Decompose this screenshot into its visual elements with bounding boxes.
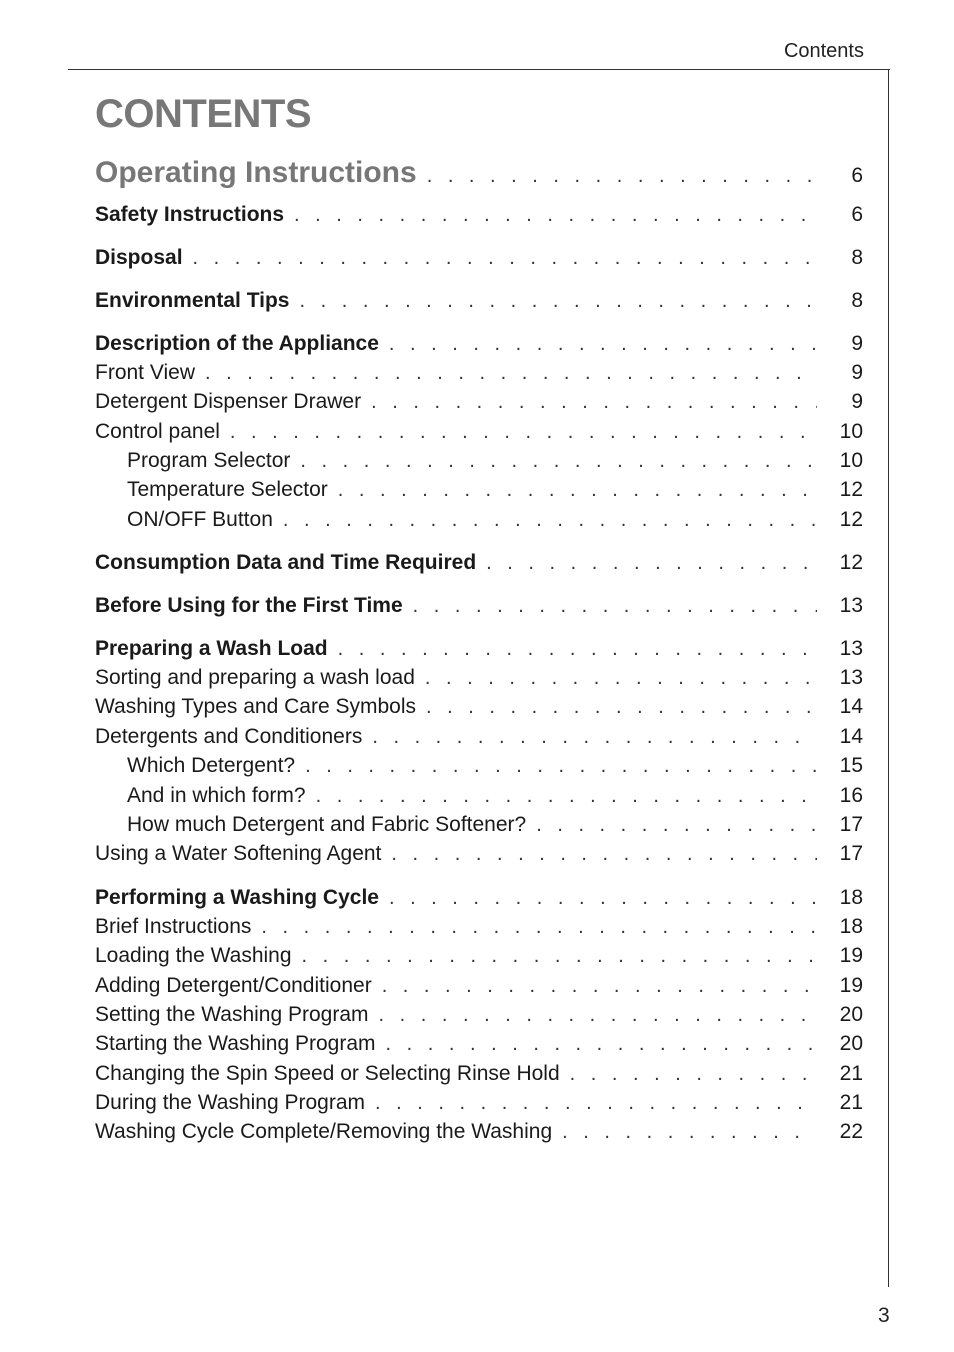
toc-entry-page: 9 [851, 332, 863, 355]
toc-entry-front-view[interactable] [95, 361, 863, 391]
toc-entry-label: Performing a Washing Cycle [95, 886, 379, 909]
toc-entry-changing-spin-speed[interactable] [95, 1062, 863, 1092]
toc-entry-page: 19 [839, 944, 863, 967]
toc-entry-label: Temperature Selector [127, 478, 328, 501]
dot-leader [316, 785, 817, 808]
toc-entry-program-selector[interactable] [127, 449, 863, 479]
toc-entry-page: 12 [839, 551, 863, 574]
toc-entry-label: Environmental Tips [95, 289, 290, 312]
dot-leader [382, 975, 817, 998]
dot-leader [425, 667, 817, 690]
toc-entry-label: During the Washing Program [95, 1091, 366, 1114]
toc-entry-page: 13 [839, 637, 863, 660]
dot-leader [283, 509, 817, 532]
toc-entry-page: 16 [839, 784, 863, 807]
toc-entry-label: Starting the Washing Program [95, 1032, 376, 1055]
toc-entry-label: Front View [95, 361, 195, 384]
toc-entry-page: 14 [839, 695, 863, 718]
dot-leader [413, 595, 817, 618]
toc-entry-label: Disposal [95, 246, 183, 269]
toc-entry-label: Preparing a Wash Load [95, 637, 328, 660]
toc-entry-before-first-use[interactable] [95, 594, 863, 624]
toc-entry-detergents-conditioners[interactable] [95, 725, 863, 755]
dot-leader [562, 1121, 817, 1144]
toc-entry-page: 6 [851, 164, 863, 187]
toc-entry-label: Setting the Washing Program [95, 1003, 369, 1026]
toc-entry-label: Detergents and Conditioners [95, 725, 363, 748]
toc-entry-disposal[interactable] [95, 246, 863, 276]
toc-entry-page: 19 [839, 974, 863, 997]
toc-entry-page: 21 [839, 1091, 863, 1114]
toc-entry-starting-program[interactable] [95, 1032, 863, 1062]
dot-leader [426, 696, 817, 719]
page-title: CONTENTS [95, 92, 311, 136]
toc-entry-page: 21 [839, 1062, 863, 1085]
toc-entry-environmental-tips[interactable] [95, 289, 863, 319]
dot-leader [230, 421, 817, 444]
toc-entry-page: 20 [839, 1032, 863, 1055]
toc-entry-page: 6 [851, 203, 863, 226]
toc-entry-page: 17 [839, 842, 863, 865]
toc-entry-sorting-wash-load[interactable] [95, 666, 863, 696]
toc-entry-control-panel[interactable] [95, 420, 863, 450]
toc-entry-water-softening-agent[interactable] [95, 842, 863, 872]
toc-entry-on-off-button[interactable] [127, 508, 863, 538]
toc-entry-label: ON/OFF Button [127, 508, 273, 531]
dot-leader [300, 450, 817, 473]
dot-leader [389, 333, 817, 356]
toc-entry-temperature-selector[interactable] [127, 478, 863, 508]
toc-entry-label: Operating Instructions [95, 156, 417, 189]
toc-entry-label: Brief Instructions [95, 915, 252, 938]
dot-leader [391, 843, 817, 866]
toc-entry-page: 12 [839, 508, 863, 531]
toc-entry-operating-instructions[interactable] [95, 156, 863, 189]
toc-entry-label: Safety Instructions [95, 203, 285, 226]
toc-entry-label: Washing Cycle Complete/Removing the Washing [95, 1120, 553, 1143]
toc-entry-label: Before Using for the First Time [95, 594, 403, 617]
toc-entry-page: 15 [839, 754, 863, 777]
dot-leader [261, 916, 817, 939]
dot-leader [338, 479, 817, 502]
dot-leader [386, 1033, 817, 1056]
toc-entry-page: 20 [839, 1003, 863, 1026]
toc-entry-consumption-data[interactable] [95, 551, 863, 581]
toc-entry-page: 8 [851, 246, 863, 269]
header-rule [68, 69, 890, 70]
toc-entry-page: 14 [839, 725, 863, 748]
toc-entry-page: 18 [839, 915, 863, 938]
toc-entry-label: Using a Water Softening Agent [95, 842, 382, 865]
dot-leader [371, 391, 817, 414]
dot-leader [302, 945, 817, 968]
toc-entry-label: How much Detergent and Fabric Softener? [127, 813, 527, 836]
toc-entry-page: 13 [839, 666, 863, 689]
toc-entry-page: 17 [839, 813, 863, 836]
toc-entry-label: Which Detergent? [127, 754, 296, 777]
toc-entry-page: 18 [839, 886, 863, 909]
page-number: 3 [878, 1304, 890, 1327]
dot-leader [389, 887, 817, 910]
toc-entry-label: Control panel [95, 420, 220, 443]
toc-entry-label: Detergent Dispenser Drawer [95, 390, 362, 413]
margin-rule [888, 69, 889, 1287]
dot-leader [427, 165, 817, 188]
toc-entry-page: 9 [851, 361, 863, 384]
dot-leader [305, 755, 817, 778]
dot-leader [372, 726, 817, 749]
toc-entry-label: And in which form? [127, 784, 306, 807]
dot-leader [375, 1092, 817, 1115]
toc-entry-page: 10 [839, 420, 863, 443]
toc-entry-brief-instructions[interactable] [95, 915, 863, 945]
toc-entry-washing-types-care-symbols[interactable] [95, 695, 863, 725]
toc-entry-label: Program Selector [127, 449, 291, 472]
dot-leader [193, 247, 817, 270]
dot-leader [570, 1063, 817, 1086]
dot-leader [536, 814, 817, 837]
toc-entry-label: Consumption Data and Time Required [95, 551, 477, 574]
toc-entry-preparing-wash-load[interactable] [95, 637, 863, 667]
toc-entry-adding-detergent[interactable] [95, 974, 863, 1004]
toc-entry-performing-washing-cycle[interactable] [95, 886, 863, 916]
toc-entry-detergent-dispenser-drawer[interactable] [95, 390, 863, 420]
toc-entry-loading-washing[interactable] [95, 944, 863, 974]
toc-entry-label: Sorting and preparing a wash load [95, 666, 415, 689]
running-header: Contents [783, 40, 864, 62]
dot-leader [205, 362, 817, 385]
toc-entry-label: Adding Detergent/Conditioner [95, 974, 372, 997]
toc-entry-how-much-detergent[interactable] [127, 813, 863, 843]
toc-entry-page: 9 [851, 390, 863, 413]
toc-entry-safety-instructions[interactable] [95, 203, 863, 233]
toc-entry-label: Description of the Appliance [95, 332, 379, 355]
toc-entry-label: Washing Types and Care Symbols [95, 695, 416, 718]
toc-entry-during-program[interactable] [95, 1091, 863, 1121]
toc-entry-page: 12 [839, 478, 863, 501]
toc-entry-page: 8 [851, 289, 863, 312]
toc-entry-cycle-complete[interactable] [95, 1120, 863, 1150]
dot-leader [379, 1004, 817, 1027]
toc-entry-page: 22 [839, 1120, 863, 1143]
toc-entry-which-form[interactable] [127, 784, 863, 814]
toc-entry-page: 10 [839, 449, 863, 472]
toc-entry-which-detergent[interactable] [127, 754, 863, 784]
toc-entry-label: Changing the Spin Speed or Selecting Rinse Hold [95, 1062, 560, 1085]
toc-entry-description-of-appliance[interactable] [95, 332, 863, 362]
toc-entry-page: 13 [839, 594, 863, 617]
dot-leader [300, 290, 818, 313]
dot-leader [338, 638, 817, 661]
dot-leader [294, 204, 817, 227]
toc-entry-setting-program[interactable] [95, 1003, 863, 1033]
dot-leader [486, 552, 817, 575]
toc-entry-label: Loading the Washing [95, 944, 292, 967]
